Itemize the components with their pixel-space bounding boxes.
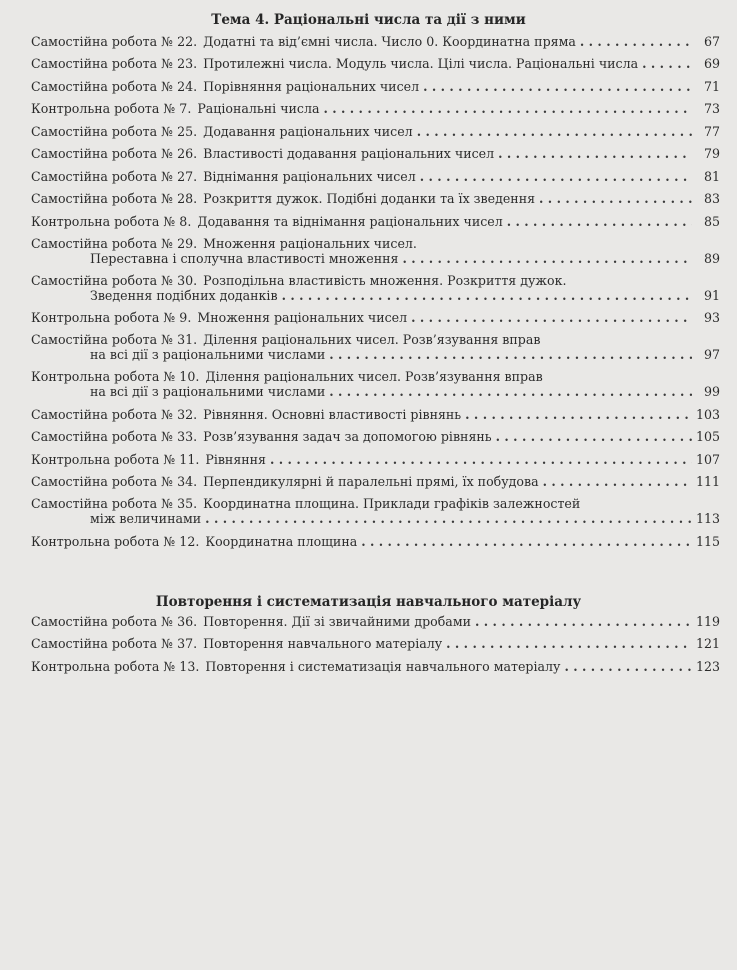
entry-title-continued: між величинами [90, 511, 202, 526]
entry-title: Розподільна властивість множення. Розкриття дужок. [203, 272, 567, 288]
toc-entry [31, 26, 720, 49]
entry-title: Розкриття дужок. Подібні доданки та їх зведення [203, 191, 536, 206]
entry-title: Рівняння [205, 451, 267, 467]
entry-number: Самостійна робота № 37. [31, 636, 198, 651]
dot-leader [329, 384, 692, 399]
entry-title: Координатна площина [205, 533, 358, 549]
entry-title: Порівняння раціональних чисел [203, 78, 420, 94]
toc-entry [31, 444, 720, 467]
entry-title-continued: на всі дії з раціональними числами [90, 384, 326, 399]
entry-number: Контрольна робота № 13. [31, 658, 200, 674]
toc-list-topic-4 [31, 26, 720, 549]
entry-title-continued: Переставна і сполучна властивості множення [90, 250, 399, 266]
entry-title: Повторення і систематизація навчального матеріалу [205, 658, 561, 674]
dot-leader [507, 214, 692, 229]
dot-leader [498, 146, 692, 161]
entry-number: Самостійна робота № 22. [31, 33, 198, 49]
toc-entry [31, 139, 720, 162]
entry-title: Додавання та віднімання раціональних чисел [197, 213, 503, 229]
page-number: 83 [703, 191, 720, 206]
entry-number: Самостійна робота № 26. [31, 146, 198, 161]
toc-entry [31, 161, 720, 184]
entry-number: Самостійна робота № 30. [31, 272, 198, 288]
dot-leader [361, 534, 692, 549]
page-number: 103 [695, 406, 720, 422]
toc-entry [31, 206, 720, 229]
dot-leader [475, 614, 692, 629]
toc-entry [31, 526, 720, 549]
page-number: 71 [703, 78, 720, 94]
entry-title: Множення раціональних чисел. [203, 235, 417, 251]
page-number: 99 [703, 384, 720, 399]
page-number: 119 [695, 613, 720, 629]
entry-title: Ділення раціональних чисел. Розв’язування вправ [203, 332, 541, 347]
toc-entry [31, 399, 720, 422]
page-number: 111 [695, 474, 720, 489]
entry-number: Самостійна робота № 32. [31, 406, 198, 422]
dot-leader [543, 474, 692, 489]
toc-entry [31, 629, 720, 652]
toc-entry [31, 303, 720, 326]
dot-leader [465, 407, 692, 422]
entry-number: Контрольна робота № 7. [31, 101, 192, 116]
entry-title: Додатні та від’ємні числа. Число 0. Координатна пряма [203, 33, 576, 49]
dot-leader [539, 191, 692, 206]
entry-number: Контрольна робота № 12. [31, 533, 200, 549]
entry-number: Самостійна робота № 31. [31, 332, 198, 347]
entry-title: Повторення. Дії зі звичайними дробами [203, 613, 472, 629]
section-title-review: Повторення і систематизація навчального матеріалу [155, 594, 582, 610]
entry-title: Множення раціональних чисел [197, 310, 408, 325]
page-number: 113 [695, 511, 720, 526]
entry-number: Контрольна робота № 10. [31, 369, 200, 384]
toc-entry [31, 467, 720, 490]
entry-title: Властивості додавання раціональних чисел [203, 146, 495, 161]
dot-leader [323, 101, 692, 116]
entry-title: Перпендикулярні й паралельні прямі, їх побудова [203, 474, 539, 489]
dot-leader [446, 636, 692, 651]
entry-title-continued: Зведення подібних доданків [90, 287, 278, 303]
toc-entry [31, 489, 720, 526]
entry-title: Віднімання раціональних чисел [203, 168, 416, 184]
entry-title: Раціональні числа [197, 101, 320, 116]
toc-list-review [31, 606, 720, 674]
toc-entry [31, 184, 720, 207]
entry-title: Додавання раціональних чисел [203, 123, 413, 139]
entry-title: Рівняння. Основні властивості рівнянь [203, 406, 462, 422]
entry-number: Самостійна робота № 35. [31, 496, 198, 511]
entry-title: Повторення навчального матеріалу [203, 636, 443, 651]
entry-number: Самостійна робота № 23. [31, 56, 198, 71]
page-number: 121 [695, 636, 720, 651]
toc-entry [31, 229, 720, 266]
toc-entry [31, 94, 720, 117]
dot-leader [282, 288, 692, 303]
toc-entry [31, 49, 720, 72]
dot-leader [420, 169, 692, 184]
page-number: 69 [703, 56, 720, 71]
dot-leader [564, 659, 692, 674]
page-number: 115 [695, 533, 720, 549]
toc-entry [31, 362, 720, 399]
toc-entry [31, 266, 720, 303]
entry-number: Самостійна робота № 27. [31, 168, 198, 184]
toc-entry [31, 116, 720, 139]
entry-number: Самостійна робота № 29. [31, 235, 198, 251]
dot-leader [423, 79, 692, 94]
page-number: 77 [703, 123, 720, 139]
entry-title: Протилежні числа. Модуль числа. Цілі числа. Раціональні числа [203, 56, 639, 71]
dot-leader [402, 251, 692, 266]
page-number: 81 [703, 168, 720, 184]
entry-number: Самостійна робота № 28. [31, 191, 198, 206]
toc-entry [31, 422, 720, 445]
entry-number: Самостійна робота № 24. [31, 78, 198, 94]
toc-entry [31, 71, 720, 94]
page-number: 85 [703, 213, 720, 229]
section-title-topic-4: Тема 4. Раціональні числа та дії з ними [211, 12, 526, 28]
page-number: 105 [695, 429, 720, 444]
entry-number: Самостійна робота № 36. [31, 613, 198, 629]
entry-number: Самостійна робота № 33. [31, 429, 198, 444]
entry-number: Контрольна робота № 8. [31, 213, 192, 229]
entry-number: Самостійна робота № 34. [31, 474, 198, 489]
entry-number: Контрольна робота № 9. [31, 310, 192, 325]
toc-entry [31, 325, 720, 362]
page-number: 67 [703, 33, 720, 49]
page-number: 123 [695, 658, 720, 674]
page-number: 93 [703, 310, 720, 325]
page-number: 73 [703, 101, 720, 116]
entry-title: Координатна площина. Приклади графіків залежностей [203, 496, 581, 511]
dot-leader [270, 452, 692, 467]
dot-leader [580, 34, 692, 49]
page-number: 89 [703, 250, 720, 266]
dot-leader [417, 124, 692, 139]
entry-number: Контрольна робота № 11. [31, 451, 200, 467]
dot-leader [642, 56, 692, 71]
dot-leader [205, 511, 692, 526]
entry-title: Ділення раціональних чисел. Розв’язування вправ [205, 369, 543, 384]
page-number: 107 [695, 451, 720, 467]
dot-leader [496, 429, 692, 444]
dot-leader [411, 310, 692, 325]
toc-entry [31, 651, 720, 674]
toc-entry [31, 606, 720, 629]
entry-title: Розв’язування задач за допомогою рівнянь [203, 429, 492, 444]
entry-number: Самостійна робота № 25. [31, 123, 198, 139]
entry-title-continued: на всі дії з раціональними числами [90, 347, 326, 362]
dot-leader [329, 347, 692, 362]
page-number: 79 [703, 146, 720, 161]
page-number: 97 [703, 347, 720, 362]
page-number: 91 [703, 287, 720, 303]
